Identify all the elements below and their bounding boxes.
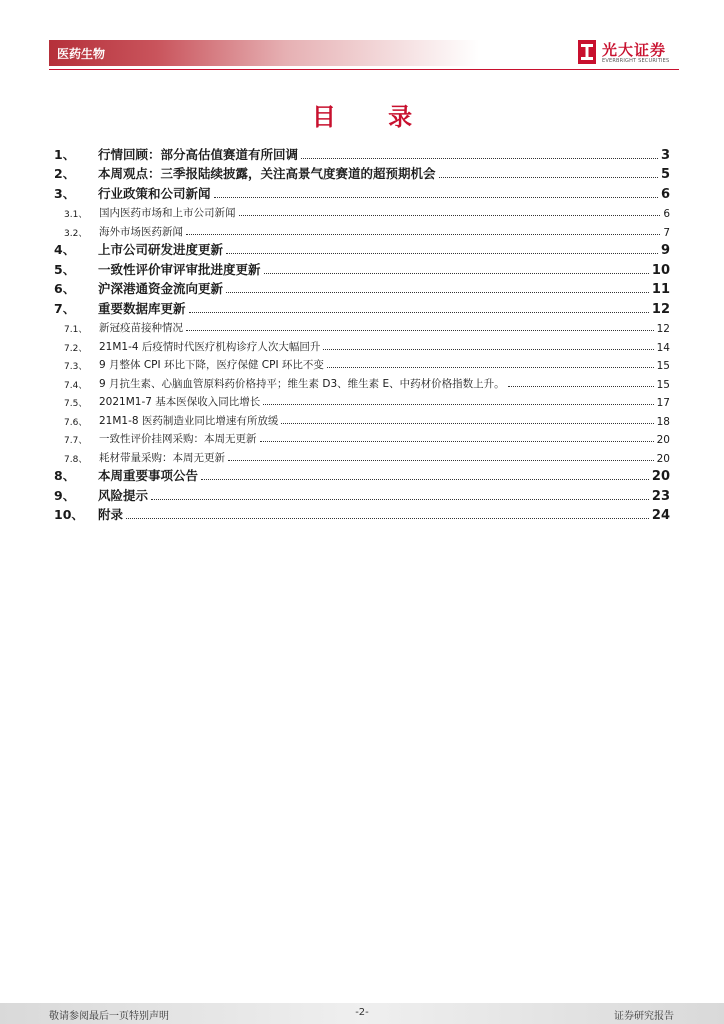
toc-entry-number: 7、 <box>54 300 76 316</box>
toc-entry-page: 11 <box>651 282 670 297</box>
toc-entry-number: 10、 <box>54 507 84 522</box>
toc-entry[interactable] <box>54 239 670 259</box>
toc-entry-label: 新冠疫苗接种情况 <box>99 322 183 334</box>
toc-entry-page: 17 <box>656 397 670 409</box>
toc-entry-label: 一致性评价挂网采购：本周无更新 <box>99 433 257 445</box>
toc-entry-page: 15 <box>656 378 670 391</box>
toc-entry-number: 3.1、 <box>64 210 88 220</box>
toc-leader-dots <box>301 158 658 159</box>
toc-leader-dots <box>508 386 654 387</box>
toc-entry-number: 7.3、 <box>64 362 88 372</box>
toc-entry-number: 7.1、 <box>64 325 88 335</box>
toc-entry-page: 12 <box>651 301 670 317</box>
toc-leader-dots <box>264 273 649 274</box>
toc-leader-dots <box>226 253 658 254</box>
toc-entry-page: 23 <box>651 488 670 504</box>
toc-leader-dots <box>186 330 654 331</box>
toc-entry-number: 7.7、 <box>64 436 88 446</box>
toc-entry[interactable] <box>54 220 670 239</box>
toc-entry[interactable] <box>54 446 670 465</box>
toc-entry-page: 20 <box>651 469 670 484</box>
toc-entry-label: 行情回顾：部分高估值赛道有所回调 <box>98 146 299 162</box>
toc-leader-dots <box>226 292 649 293</box>
toc-entry-number: 9、 <box>54 487 76 503</box>
toc-entry-number: 3、 <box>54 185 76 201</box>
toc-entry-number: 5、 <box>54 261 76 277</box>
toc-entry-label: 沪深港通资金流向更新 <box>98 281 224 296</box>
toc-leader-dots <box>228 460 654 461</box>
toc-entry-page: 6 <box>660 186 670 202</box>
toc-entry-page: 14 <box>656 341 670 354</box>
footer-report-type: 证券研究报告 <box>614 1011 674 1022</box>
toc-entry-page: 10 <box>651 262 670 278</box>
toc-leader-dots <box>201 479 649 480</box>
toc-entry-label: 附录 <box>98 507 124 522</box>
toc-leader-dots <box>327 367 654 368</box>
toc-entry-number: 7.6、 <box>64 417 88 428</box>
toc-entry[interactable] <box>54 409 670 428</box>
toc-entry-label: 21M1-4 后疫情时代医疗机构诊疗人次大幅回升 <box>99 340 321 353</box>
logo-english-name: EVERBRIGHT SECURITIES <box>602 58 670 64</box>
toc-entry-label: 上市公司研发进度更新 <box>98 242 224 257</box>
toc-entry-page: 5 <box>660 167 670 182</box>
toc-leader-dots <box>260 441 654 442</box>
toc-entry-label: 本周观点：三季报陆续披露，关注高景气度赛道的超预期机会 <box>98 166 436 181</box>
toc-entry-label: 一致性评价审评审批进度更新 <box>98 261 261 277</box>
toc-entry-number: 6、 <box>54 281 76 296</box>
toc-entry-label: 海外市场医药新闻 <box>99 225 183 238</box>
toc-entry[interactable] <box>54 465 670 485</box>
toc-leader-dots <box>151 499 649 500</box>
toc-entry[interactable] <box>54 354 670 373</box>
toc-entry-page: 24 <box>651 508 670 523</box>
toc-entry-number: 1、 <box>54 146 76 162</box>
toc-entry-label: 耗材带量采购：本周无更新 <box>99 451 225 464</box>
toc-entry-page: 18 <box>656 415 670 428</box>
toc-entry[interactable] <box>54 428 670 447</box>
toc-entry-number: 7.4、 <box>64 380 88 391</box>
toc-entry[interactable] <box>54 143 670 163</box>
toc-entry[interactable] <box>54 258 670 278</box>
toc-leader-dots <box>323 349 653 350</box>
toc-leader-dots <box>263 404 653 405</box>
company-logo <box>578 38 678 68</box>
section-label: 医药生物 <box>57 47 106 61</box>
header-divider <box>49 69 679 70</box>
toc-leader-dots <box>239 215 661 216</box>
toc-leader-dots <box>126 518 649 519</box>
toc-entry-page: 7 <box>663 226 670 239</box>
toc-entry-label: 风险提示 <box>98 487 149 503</box>
footer-disclaimer: 敬请参阅最后一页特别声明 <box>49 1011 169 1022</box>
toc-leader-dots <box>189 312 649 313</box>
toc-entry-page: 3 <box>660 147 670 163</box>
toc-entry-number: 7.8、 <box>64 454 88 465</box>
toc-entry-page: 15 <box>656 360 670 372</box>
toc-leader-dots <box>214 197 658 198</box>
toc-entry-page: 9 <box>660 243 670 258</box>
page-number: -2- <box>355 1007 369 1018</box>
toc-leader-dots <box>281 423 653 424</box>
toc-entry-page: 20 <box>656 452 670 465</box>
toc-entry-page: 6 <box>663 208 670 220</box>
toc-leader-dots <box>439 177 658 178</box>
toc-entry-number: 4、 <box>54 242 76 257</box>
toc-entry-label: 行业政策和公司新闻 <box>98 185 211 201</box>
toc-entry[interactable] <box>54 484 670 504</box>
toc-entry-label: 国内医药市场和上市公司新闻 <box>99 207 236 219</box>
toc-entry-label: 本周重要事项公告 <box>98 468 199 483</box>
toc-entry[interactable] <box>54 317 670 336</box>
header-section-band <box>49 40 479 66</box>
logo-name: 光大证券 <box>602 41 667 59</box>
toc-entry[interactable] <box>54 163 670 183</box>
toc-entry-label: 9 月抗生素、心脑血管原料药价格持平；维生素 D3、维生素 E、中药材价格指数上升。 <box>99 377 505 390</box>
footer <box>0 1003 724 1024</box>
toc-entry[interactable] <box>54 335 670 354</box>
everbright-logo-icon <box>578 40 596 64</box>
toc-title: 目 录 <box>311 103 435 131</box>
toc-entry[interactable] <box>54 278 670 298</box>
toc-entry[interactable] <box>54 297 670 317</box>
toc-entry-number: 2、 <box>54 166 76 181</box>
toc-entry-number: 3.2、 <box>64 228 88 239</box>
toc-entry-number: 7.5、 <box>64 399 88 409</box>
toc-entry-label: 重要数据库更新 <box>98 300 186 316</box>
toc-entry-page: 12 <box>656 323 670 335</box>
toc-leader-dots <box>186 234 660 235</box>
table-of-contents <box>54 143 670 523</box>
toc-entry-number: 7.2、 <box>64 343 88 354</box>
toc-entry[interactable] <box>54 182 670 202</box>
toc-entry-label: 21M1-8 医药制造业同比增速有所放缓 <box>99 414 279 427</box>
toc-entry[interactable] <box>54 372 670 391</box>
toc-entry-number: 8、 <box>54 468 76 483</box>
toc-entry-page: 20 <box>656 434 670 446</box>
toc-entry[interactable] <box>54 202 670 221</box>
toc-entry-label: 9 月整体 CPI 环比下降，医疗保健 CPI 环比不变 <box>99 359 324 371</box>
toc-entry[interactable] <box>54 504 670 524</box>
toc-entry-label: 2021M1-7 基本医保收入同比增长 <box>99 396 261 408</box>
toc-entry[interactable] <box>54 391 670 410</box>
